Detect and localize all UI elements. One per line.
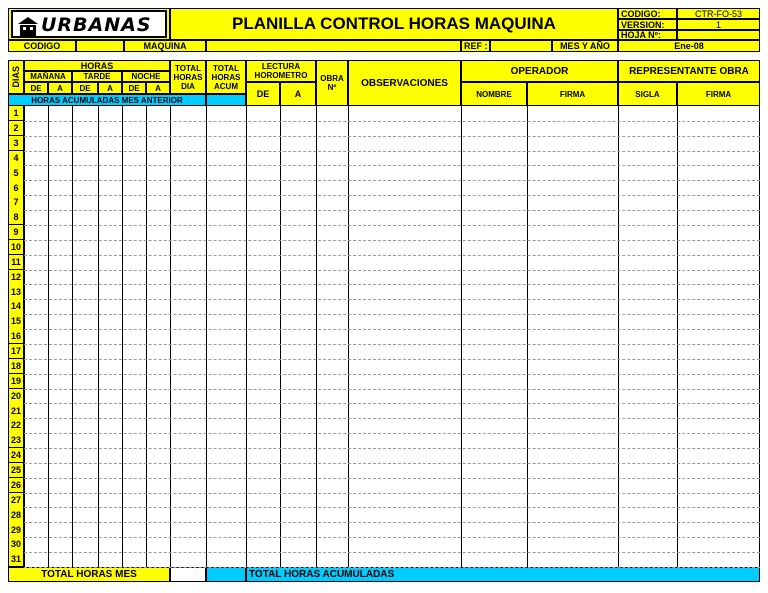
- horas-acumuladas-mes-anterior-value[interactable]: [206, 94, 246, 106]
- codigo-field-label: CODIGO: [8, 40, 76, 52]
- horometro-de-header: DE: [246, 82, 280, 106]
- row-divider: [24, 225, 760, 226]
- codigo-label: CODIGO:: [618, 8, 677, 19]
- horometro-a-header: A: [280, 82, 316, 106]
- row-divider: [24, 359, 760, 360]
- total-horas-acumuladas-label: TOTAL HORAS ACUMULADAS: [246, 567, 760, 582]
- ref-value[interactable]: [490, 40, 552, 52]
- row-divider: [24, 284, 760, 285]
- hoja-value[interactable]: [677, 30, 760, 40]
- row-divider: [24, 537, 760, 538]
- noche-de-header: DE: [122, 82, 146, 94]
- version-value: 1: [677, 19, 760, 30]
- grid-line: [98, 106, 99, 567]
- row-divider: [24, 433, 760, 434]
- maquina-field-value[interactable]: [206, 40, 461, 52]
- day-number: 19: [8, 374, 24, 389]
- grid-line: [48, 106, 49, 567]
- day-number: 5: [8, 165, 24, 180]
- grid-line: [316, 106, 317, 567]
- row-divider: [24, 299, 760, 300]
- maquina-field-label: MAQUINA: [124, 40, 206, 52]
- representante-firma-header: FIRMA: [677, 82, 760, 106]
- day-number: 8: [8, 210, 24, 225]
- row-divider: [24, 448, 760, 449]
- tarde-header: TARDE: [72, 71, 122, 82]
- grid-line: [618, 106, 619, 567]
- manana-header: MAÑANA: [24, 71, 72, 82]
- row-divider: [24, 418, 760, 419]
- tarde-a-header: A: [98, 82, 122, 94]
- row-divider: [24, 522, 760, 523]
- logo-text: URBANAS: [41, 14, 152, 36]
- hoja-label: HOJA Nº:: [618, 30, 677, 40]
- day-number: 25: [8, 463, 24, 478]
- operador-header: OPERADOR: [461, 60, 618, 82]
- day-number: 13: [8, 284, 24, 299]
- row-divider: [24, 463, 760, 464]
- total-horas-acum-value[interactable]: [206, 567, 246, 582]
- tarde-de-header: DE: [72, 82, 98, 94]
- day-number: 23: [8, 433, 24, 448]
- grid-line: [246, 106, 247, 567]
- row-divider: [24, 507, 760, 508]
- day-number: 27: [8, 493, 24, 508]
- row-divider: [24, 389, 760, 390]
- grid-line: [461, 106, 462, 567]
- representante-obra-header: REPRESENTANTE OBRA: [618, 60, 760, 82]
- observaciones-header: OBSERVACIONES: [348, 60, 461, 106]
- day-number: 14: [8, 299, 24, 314]
- row-divider: [24, 329, 760, 330]
- row-divider: [24, 552, 760, 553]
- total-horas-dia-header: TOTAL HORAS DIA: [170, 60, 206, 94]
- day-number: 2: [8, 121, 24, 136]
- day-number: 3: [8, 136, 24, 151]
- obra-no-header: OBRA Nº: [316, 60, 348, 106]
- day-number: 22: [8, 418, 24, 433]
- day-number: 20: [8, 389, 24, 404]
- day-number: 28: [8, 507, 24, 522]
- noche-header: NOCHE: [122, 71, 170, 82]
- day-number: 12: [8, 270, 24, 285]
- grid-line: [677, 106, 678, 567]
- day-number: 30: [8, 537, 24, 552]
- day-number: 15: [8, 314, 24, 329]
- row-divider: [24, 493, 760, 494]
- day-number: 29: [8, 522, 24, 537]
- row-divider: [24, 180, 760, 181]
- day-number: 6: [8, 180, 24, 195]
- logo: [11, 10, 167, 38]
- day-number: 31: [8, 552, 24, 567]
- dias-header: DIAS: [8, 60, 24, 94]
- day-number: 26: [8, 478, 24, 493]
- day-number: 10: [8, 240, 24, 255]
- grid-line: [348, 106, 349, 567]
- grid-line: [527, 106, 528, 567]
- ref-label: REF :: [461, 40, 490, 52]
- row-divider: [24, 121, 760, 122]
- building-logo-icon: [17, 15, 39, 37]
- row-divider: [24, 255, 760, 256]
- total-horas-mes-value[interactable]: [170, 567, 206, 582]
- horas-header: HORAS: [24, 60, 170, 71]
- day-number: 7: [8, 195, 24, 210]
- row-divider: [24, 151, 760, 152]
- row-divider: [24, 314, 760, 315]
- total-horas-mes-label: TOTAL HORAS MES: [8, 567, 170, 582]
- day-number: 16: [8, 329, 24, 344]
- operador-firma-header: FIRMA: [527, 82, 618, 106]
- manana-de-header: DE: [24, 82, 48, 94]
- version-label: VERSION:: [618, 19, 677, 30]
- row-divider: [24, 567, 760, 568]
- grid-line: [122, 106, 123, 567]
- row-divider: [24, 270, 760, 271]
- row-divider: [24, 195, 760, 196]
- row-divider: [24, 344, 760, 345]
- day-number: 11: [8, 255, 24, 270]
- row-divider: [24, 136, 760, 137]
- day-number: 21: [8, 403, 24, 418]
- operador-nombre-header: NOMBRE: [461, 82, 527, 106]
- grid-line: [280, 106, 281, 567]
- page-title: PLANILLA CONTROL HORAS MAQUINA: [170, 8, 618, 40]
- row-divider: [24, 165, 760, 166]
- day-number: 17: [8, 344, 24, 359]
- day-number: 4: [8, 151, 24, 166]
- horas-acumuladas-mes-anterior-label: HORAS ACUMULADAS MES ANTERIOR: [8, 94, 206, 106]
- representante-sigla-header: SIGLA: [618, 82, 677, 106]
- mes-ano-value[interactable]: Ene-08: [618, 40, 760, 52]
- day-number: 18: [8, 359, 24, 374]
- lectura-horometro-header: LECTURA HOROMETRO: [246, 60, 316, 82]
- day-number: 1: [8, 106, 24, 121]
- mes-ano-label: MES Y AÑO: [552, 40, 618, 52]
- grid-line: [170, 106, 171, 567]
- day-number: 9: [8, 225, 24, 240]
- day-number: 24: [8, 448, 24, 463]
- row-divider: [24, 210, 760, 211]
- row-divider: [24, 478, 760, 479]
- grid-line: [146, 106, 147, 567]
- grid-line: [759, 106, 760, 567]
- row-divider: [24, 240, 760, 241]
- manana-a-header: A: [48, 82, 72, 94]
- codigo-field-value[interactable]: [76, 40, 124, 52]
- codigo-value: CTR-FO-53: [677, 8, 760, 19]
- total-horas-acum-header: TOTAL HORAS ACUM: [206, 60, 246, 94]
- grid-line: [206, 106, 207, 567]
- row-divider: [24, 403, 760, 404]
- noche-a-header: A: [146, 82, 170, 94]
- row-divider: [24, 374, 760, 375]
- grid-line: [24, 106, 25, 567]
- grid-line: [72, 106, 73, 567]
